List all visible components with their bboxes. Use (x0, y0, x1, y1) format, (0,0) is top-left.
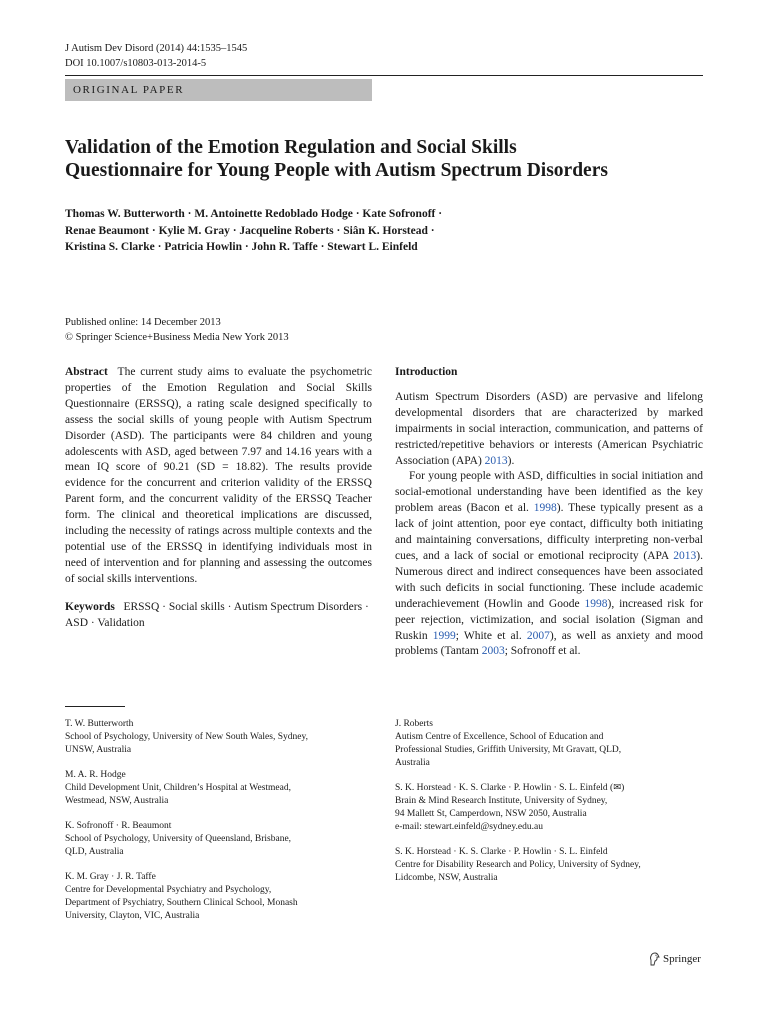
title-line: Questionnaire for Young People with Autism Spectrum Disorders (65, 160, 608, 181)
citation-link[interactable]: 2013 (484, 454, 508, 467)
affiliation-line: QLD, Australia (65, 847, 124, 857)
affiliation-line: 94 Mallett St, Camperdown, NSW 2050, Australia (395, 809, 587, 819)
affiliation-line: Department of Psychiatry, Southern Clinical School, Monash (65, 898, 298, 908)
abstract-text: The current study aims to evaluate the psychometric properties of the Emotion Regulation and Social Skills Questionnaire (ERSSQ), a rating scale designed specifically to assess the social skills of young people with Autism Spectrum Disorder (ASD). The participants were 84 children and young adolescents with ASD, aged between 7.97 and 14.16 years with a mean IQ score of 90.21 (SD = 18.82). The results provide evidence for the concurrent and criterion validity of the ERSSQ Parent form, and the concurrent validity of the ERSSQ Teacher form. The clinical and theoretical implications are discussed, including the necessity of ratings across multiple contexts and the potential use of the ERSSQ in identifying individuals most in need of intervention and for planning and assessing the outcomes of social skills interventions. (65, 366, 372, 585)
published-date: Published online: 14 December 2013 (65, 317, 221, 328)
email-link[interactable]: e-mail: stewart.einfeld@sydney.edu.au (395, 822, 543, 832)
intro-text: Autism Spectrum Disorders (ASD) are pervasive and lifelong developmental disorders that are characterized by marked impairments in social interaction, communication, and patterns of restricted/repetitive behaviors or interests (American Psychiatric Association (APA) (395, 390, 703, 467)
affiliation-line: S. K. Horstead · K. S. Clarke · P. Howlin · S. L. Einfeld (✉) (395, 783, 625, 793)
affiliation-line: Centre for Developmental Psychiatry and Psychology, (65, 885, 272, 895)
keywords (65, 600, 372, 632)
keywords-label: Keywords (65, 600, 115, 613)
intro-text: ), as well as anxiety and mood problems (Tantam (395, 629, 704, 658)
affiliation-block (65, 769, 375, 808)
affiliation-line: Professional Studies, Griffith University, Mt Gravatt, QLD, (395, 745, 622, 755)
intro-paragraph-1 (395, 390, 703, 470)
springer-horse-icon (648, 952, 660, 966)
intro-text: ). Numerous direct and indirect consequences have been associated with such deficits in social functioning. These include academic underachievement (Howlin and Goode (395, 549, 703, 610)
affiliation-block (65, 871, 375, 923)
paper-title (65, 136, 705, 182)
citation-link[interactable]: 1998 (533, 502, 557, 515)
affiliation-block (395, 782, 705, 834)
intro-text: ). (507, 454, 515, 467)
abstract-label: Abstract (65, 366, 108, 378)
author-line: Renae Beaumont · Kylie M. Gray · Jacqueline Roberts · Siân K. Horstead · (65, 224, 435, 237)
affiliation-block (65, 718, 375, 757)
article-type-band: ORIGINAL PAPER (65, 79, 372, 101)
intro-text: ). These typically present as a lack of joint attention, poor eye contact, difficulty both initiating and maintaining conversations, difficulty interpreting non-verbal cues, and a lack of social or emotional reciprocity (APA (395, 502, 703, 562)
affiliation-line: Centre for Disability Research and Policy, University of Sydney, (395, 860, 641, 870)
affiliation-line: K. Sofronoff · R. Beaumont (65, 821, 172, 831)
introduction-column (395, 365, 703, 660)
affiliation-line: Autism Centre of Excellence, School of Education and (395, 732, 604, 742)
citation-link[interactable]: 2013 (673, 549, 697, 562)
author-line: Thomas W. Butterworth · M. Antoinette Redoblado Hodge · Kate Sofronoff · (65, 208, 443, 220)
journal-citation: J Autism Dev Disord (2014) 44:1535–1545 (65, 43, 248, 54)
affiliations-right (395, 718, 705, 897)
intro-text: For young people with ASD, difficulties in social initiation and social-emotional understanding have been identified as the key problem areas (Bacon et al. (395, 470, 703, 515)
citation-link[interactable]: 2003 (481, 645, 505, 658)
affiliations-left (65, 718, 375, 935)
author-list (65, 206, 705, 256)
affiliation-line: Lidcombe, NSW, Australia (395, 873, 498, 883)
affiliation-line: M. A. R. Hodge (65, 770, 126, 780)
introduction-heading: Introduction (395, 366, 458, 378)
affiliation-line: K. M. Gray · J. R. Taffe (65, 872, 156, 882)
affiliation-line: University, Clayton, VIC, Australia (65, 911, 200, 921)
affiliation-line: School of Psychology, University of Queensland, Brisbane, (65, 834, 292, 844)
citation-link[interactable]: 2007 (526, 629, 550, 642)
affiliation-line: Westmead, NSW, Australia (65, 796, 169, 806)
citation-link[interactable]: 1999 (432, 629, 456, 642)
affiliation-line: J. Roberts (395, 719, 433, 729)
affiliation-block (65, 820, 375, 859)
publication-info (65, 315, 289, 345)
doi[interactable]: DOI 10.1007/s10803-013-2014-5 (65, 58, 207, 69)
intro-text: ; Sofronoff et al. (504, 645, 581, 658)
copyright: © Springer Science+Business Media New York 2013 (65, 332, 289, 343)
intro-paragraph-2 (395, 469, 703, 660)
keywords-text: ERSSQ · Social skills · Autism Spectrum Disorders · ASD · Validation (65, 600, 369, 629)
publisher-footer (648, 952, 701, 966)
abstract-column (65, 365, 372, 632)
affiliation-block (395, 718, 705, 770)
affiliation-line: T. W. Butterworth (65, 719, 134, 729)
affiliation-line: UNSW, Australia (65, 745, 132, 755)
publisher-name: Springer (663, 953, 701, 965)
citation-link[interactable]: 1998 (584, 597, 608, 610)
header-rule (65, 75, 703, 76)
affiliation-block (395, 846, 705, 885)
title-line: Validation of the Emotion Regulation and Social Skills (65, 137, 517, 158)
affiliation-line: Australia (395, 758, 430, 768)
affiliation-line: School of Psychology, University of New South Wales, Sydney, (65, 732, 308, 742)
author-line: Kristina S. Clarke · Patricia Howlin · John R. Taffe · Stewart L. Einfeld (65, 241, 418, 253)
affiliation-line: Child Development Unit, Children’s Hospital at Westmead, (65, 783, 291, 793)
intro-text: ; White et al. (455, 629, 527, 642)
journal-header (65, 41, 247, 71)
affiliation-line: S. K. Horstead · K. S. Clarke · P. Howlin · S. L. Einfeld (395, 847, 608, 857)
abstract (65, 365, 372, 588)
affiliations-rule (65, 706, 125, 707)
affiliation-line: Brain & Mind Research Institute, University of Sydney, (395, 796, 608, 806)
intro-text: ), increased risk for peer rejection, victimization, and social isolation (Sigman and Ruskin (395, 597, 703, 642)
